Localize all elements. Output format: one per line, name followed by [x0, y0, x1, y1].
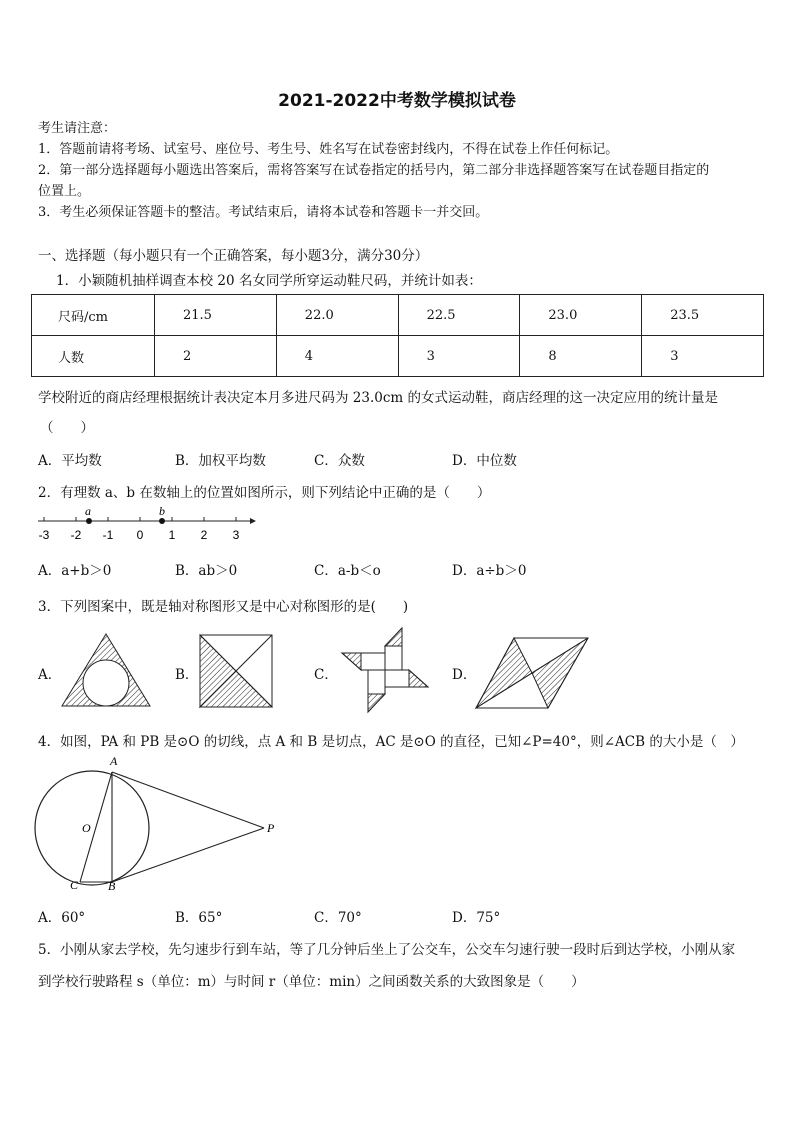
notice-heading: 考生请注意：	[38, 121, 117, 136]
q1-option-a[interactable]: A．平均数	[38, 453, 102, 469]
table-cell: 22.0	[276, 295, 398, 336]
table-cell: 23.0	[520, 295, 642, 336]
q1-option-b[interactable]: B．加权平均数	[175, 453, 266, 469]
tangent-pb	[112, 828, 264, 882]
table-cell: 23.5	[642, 295, 764, 336]
tick-label: 3	[232, 528, 240, 542]
tick-label: -2	[70, 528, 82, 542]
q4-stem: 4．如图，PA 和 PB 是⊙O 的切线，点 A 和 B 是切点，AC 是⊙O 的直径，已知∠P=40°，则∠ACB 的大小是（ ）	[38, 734, 744, 750]
q3-stem: 3．下列图案中，既是轴对称图形又是中心对称图形的是( )	[38, 599, 409, 615]
label-p: P	[267, 821, 275, 835]
label-b: B	[108, 879, 116, 893]
circle-o	[35, 771, 149, 885]
label-c: C	[70, 878, 79, 892]
q3-option-b[interactable]: B．	[175, 667, 199, 683]
q1-option-d[interactable]: D．中位数	[452, 453, 517, 469]
table-header-count: 人数	[32, 336, 155, 377]
table-cell: 4	[276, 336, 398, 377]
tick-label: -3	[38, 528, 50, 542]
q2-option-c[interactable]: C．a-b＜o	[314, 563, 381, 579]
table-cell: 8	[520, 336, 642, 377]
table-cell: 22.5	[398, 295, 520, 336]
q3-figure-a-triangle-circle[interactable]	[60, 632, 152, 708]
q1-paren: （ ）	[40, 420, 94, 436]
q1-after-text: 学校附近的商店经理根据统计表决定本月多进尺码为 23.0cm 的女式运动鞋，商店经理的这一决定应用的统计量是	[38, 390, 719, 406]
number-line-arrow	[250, 518, 256, 524]
q5-line1: 5．小刚从家去学校，先匀速步行到车站，等了几分钟后坐上了公交车，公交车匀速行驶一段时后到达学校，小刚从家	[38, 942, 736, 958]
notice-item: 位置上。	[38, 184, 91, 199]
table-cell: 2	[155, 336, 277, 377]
shoe-size-table	[31, 294, 764, 377]
q3-figure-c-pinwheel[interactable]	[340, 624, 430, 716]
tangent-pa	[112, 772, 264, 828]
q1-stem: 1．小颖随机抽样调查本校 20 名女同学所穿运动鞋尺码，并统计如表：	[56, 273, 482, 289]
table-header-size: 尺码/cm	[32, 295, 155, 336]
notice-item: 2．第一部分选择题每小题选出答案后，需将答案写在试卷指定的括号内，第二部分非选择题答案写在试卷题目指定的	[38, 163, 710, 178]
notice-item: 1．答题前请将考场、试室号、座位号、考生号、姓名写在试卷密封线内，不得在试卷上作任何标记。	[38, 142, 619, 157]
table-row	[32, 336, 764, 377]
notice-block	[38, 118, 768, 223]
q4-option-b[interactable]: B．65°	[175, 910, 223, 926]
q2-stem: 2．有理数 a、b 在数轴上的位置如图所示，则下列结论中正确的是（ ）	[38, 485, 491, 501]
q3-option-a[interactable]: A．	[38, 667, 62, 683]
point-a-label: a	[85, 504, 91, 518]
table-cell: 21.5	[155, 295, 277, 336]
tick-label: 1	[168, 528, 176, 542]
notice-item: 3．考生必须保证答题卡的整洁。考试结束后，请将本试卷和答题卡一并交回。	[38, 205, 489, 220]
q2-option-d[interactable]: D．a÷b＞0	[452, 563, 527, 579]
tick-label: 0	[136, 528, 144, 542]
page-title: 2021-2022中考数学模拟试卷	[278, 91, 516, 111]
tick-label: -1	[102, 528, 114, 542]
label-o: O	[82, 821, 91, 835]
point-a-dot	[86, 518, 92, 524]
number-line-figure	[34, 503, 260, 547]
q3-figure-b-square[interactable]	[199, 634, 273, 708]
q1-option-c[interactable]: C．众数	[314, 453, 365, 469]
q2-option-a[interactable]: A．a+b＞0	[38, 563, 112, 579]
q3-option-c[interactable]: C．	[314, 667, 338, 683]
table-cell: 3	[398, 336, 520, 377]
q4-option-c[interactable]: C．70°	[314, 910, 362, 926]
q4-option-d[interactable]: D．75°	[452, 910, 501, 926]
point-b-dot	[159, 518, 165, 524]
q3-figure-d-parallelogram[interactable]	[474, 636, 590, 710]
q5-line2: 到学校行驶路程 s（单位：m）与时间 r（单位：min）之间函数关系的大致图象是（ ）	[38, 974, 585, 990]
table-row	[32, 295, 764, 336]
q2-option-b[interactable]: B．ab＞0	[175, 563, 238, 579]
table-cell: 3	[642, 336, 764, 377]
section-heading: 一、选择题（每小题只有一个正确答案，每小题3分，满分30分）	[38, 248, 429, 264]
q4-tangent-figure	[34, 752, 284, 900]
q4-option-a[interactable]: A．60°	[38, 910, 86, 926]
point-b-label: b	[159, 504, 165, 518]
label-a: A	[110, 754, 118, 768]
q3-option-d[interactable]: D．	[452, 667, 477, 683]
tick-label: 2	[200, 528, 208, 542]
